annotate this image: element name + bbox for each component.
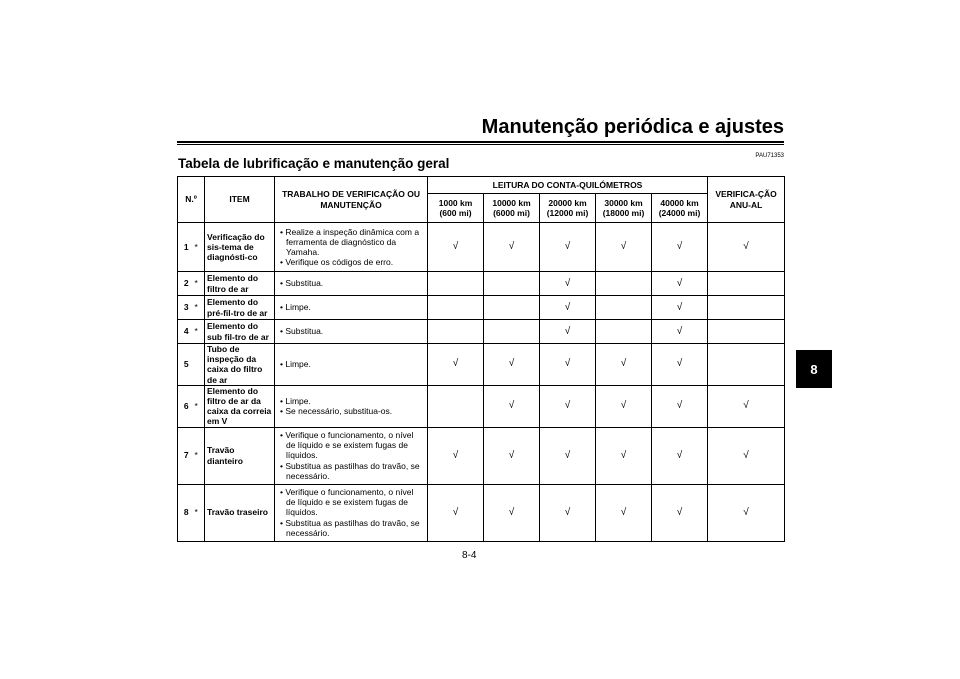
row-work [275, 484, 428, 541]
check-mark: √ [540, 320, 596, 344]
work-item: • Verifique o funcionamento, o nível de líquido e se existem fugas de líquidos. [277, 487, 425, 518]
row-number: 3 [178, 296, 195, 320]
check-mark: √ [652, 484, 708, 541]
row-item: Elemento do pré-fil-tro de ar [205, 296, 275, 320]
check-mark: √ [428, 344, 484, 386]
check-mark [708, 272, 785, 296]
check-mark: √ [540, 427, 596, 484]
check-mark: √ [652, 427, 708, 484]
table-row [178, 296, 785, 320]
check-mark: √ [540, 296, 596, 320]
header-work: TRABALHO DE VERIFICAÇÃO OU MANUTENÇÃO [275, 177, 428, 223]
check-mark [596, 320, 652, 344]
check-mark: √ [540, 272, 596, 296]
work-list [277, 302, 425, 312]
row-star: * [195, 272, 205, 296]
header-mi-value: (18000 mi) [602, 208, 645, 218]
page-number: 8-4 [462, 550, 477, 561]
check-mark [596, 296, 652, 320]
row-item: Elemento do filtro de ar [205, 272, 275, 296]
row-item: Travão dianteiro [205, 427, 275, 484]
header-rule-thin [177, 144, 784, 145]
row-work [275, 427, 428, 484]
header-km-value: 20000 km [548, 197, 587, 208]
work-item: • Limpe. [277, 396, 425, 406]
row-work [275, 272, 428, 296]
table-row [178, 484, 785, 541]
document-code: PAU71353 [755, 153, 784, 159]
check-mark [596, 272, 652, 296]
header-mi-value: (12000 mi) [546, 208, 589, 218]
work-item: • Substitua as pastilhas do travão, se necessário. [277, 518, 425, 538]
check-mark [428, 272, 484, 296]
check-mark: √ [540, 385, 596, 427]
row-work [275, 223, 428, 272]
check-mark: √ [652, 344, 708, 386]
maintenance-table [177, 176, 785, 542]
row-work [275, 320, 428, 344]
work-item: • Verifique os códigos de erro. [277, 257, 425, 267]
check-mark: √ [540, 223, 596, 272]
check-mark: √ [596, 385, 652, 427]
check-mark: √ [652, 385, 708, 427]
table-row [178, 427, 785, 484]
header-km-3 [540, 194, 596, 223]
row-work [275, 385, 428, 427]
check-mark [428, 296, 484, 320]
row-item: Tubo de inspeção da caixa do filtro de ar [205, 344, 275, 386]
check-mark: √ [652, 223, 708, 272]
header-item: ITEM [205, 177, 275, 223]
header-km-value: 40000 km [660, 197, 699, 208]
row-work [275, 344, 428, 386]
row-number: 1 [178, 223, 195, 272]
check-mark [428, 385, 484, 427]
row-star: * [195, 385, 205, 427]
check-mark: √ [652, 320, 708, 344]
check-mark: √ [540, 484, 596, 541]
row-star: * [195, 320, 205, 344]
row-star: * [195, 484, 205, 541]
table-row [178, 385, 785, 427]
check-mark: √ [708, 223, 785, 272]
check-mark: √ [428, 427, 484, 484]
check-mark [428, 320, 484, 344]
row-item: Elemento do filtro de ar da caixa da correia em V [205, 385, 275, 427]
work-list [277, 487, 425, 538]
header-mi-value: (24000 mi) [658, 208, 701, 218]
table-row [178, 320, 785, 344]
header-reading: LEITURA DO CONTA-QUILÓMETROS [428, 177, 708, 194]
table-row [178, 272, 785, 296]
check-mark [708, 296, 785, 320]
header-km-5 [652, 194, 708, 223]
check-mark: √ [484, 385, 540, 427]
check-mark: √ [708, 427, 785, 484]
work-list [277, 278, 425, 288]
header-km-2 [484, 194, 540, 223]
row-number: 8 [178, 484, 195, 541]
header-rule [177, 141, 784, 143]
check-mark: √ [596, 427, 652, 484]
work-list [277, 359, 425, 369]
header-km-4 [596, 194, 652, 223]
work-item: • Verifique o funcionamento, o nível de líquido e se existem fugas de líquidos. [277, 430, 425, 461]
header-km-value: 1000 km [438, 197, 473, 208]
row-number: 4 [178, 320, 195, 344]
row-item: Travão traseiro [205, 484, 275, 541]
work-list [277, 430, 425, 481]
row-star: * [195, 427, 205, 484]
header-km-value: 10000 km [492, 197, 531, 208]
row-number: 5 [178, 344, 195, 386]
check-mark: √ [540, 344, 596, 386]
table-row [178, 223, 785, 272]
row-number: 6 [178, 385, 195, 427]
work-list [277, 227, 425, 268]
check-mark: √ [652, 296, 708, 320]
header-annual: VERIFICA-ÇÃO ANU-AL [708, 177, 785, 223]
row-number: 7 [178, 427, 195, 484]
check-mark [484, 272, 540, 296]
check-mark: √ [484, 223, 540, 272]
header-km-1 [428, 194, 484, 223]
work-item: • Substitua as pastilhas do travão, se necessário. [277, 461, 425, 481]
page-title: Manutenção periódica e ajustes [481, 116, 784, 138]
work-item: • Limpe. [277, 302, 425, 312]
check-mark: √ [596, 223, 652, 272]
check-mark: √ [596, 344, 652, 386]
check-mark: √ [484, 344, 540, 386]
row-number: 2 [178, 272, 195, 296]
row-star: * [195, 223, 205, 272]
work-item: • Se necessário, substitua-os. [277, 406, 425, 416]
check-mark: √ [484, 427, 540, 484]
check-mark [708, 320, 785, 344]
work-list [277, 396, 425, 416]
header-mi-value: (6000 mi) [493, 208, 530, 218]
row-star: * [195, 296, 205, 320]
header-km-value: 30000 km [604, 197, 643, 208]
header-mi-value: (600 mi) [439, 208, 472, 218]
table-row [178, 344, 785, 386]
check-mark: √ [484, 484, 540, 541]
row-item: Elemento do sub fil-tro de ar [205, 320, 275, 344]
check-mark: √ [596, 484, 652, 541]
row-work [275, 296, 428, 320]
check-mark [484, 296, 540, 320]
check-mark: √ [428, 484, 484, 541]
check-mark [484, 320, 540, 344]
section-title: Tabela de lubrificação e manutenção geral [178, 156, 450, 171]
work-item: • Substitua. [277, 326, 425, 336]
check-mark: √ [428, 223, 484, 272]
header-no: N.º [178, 177, 205, 223]
row-item: Verificação do sis-tema de diagnósti-co [205, 223, 275, 272]
work-item: • Limpe. [277, 359, 425, 369]
check-mark: √ [708, 484, 785, 541]
check-mark: √ [652, 272, 708, 296]
check-mark: √ [708, 385, 785, 427]
chapter-tab[interactable]: 8 [796, 350, 832, 388]
row-star [195, 344, 205, 386]
work-list [277, 326, 425, 336]
work-item: • Substitua. [277, 278, 425, 288]
work-item: • Realize a inspeção dinâmica com a ferramenta de diagnóstico da Yamaha. [277, 227, 425, 258]
check-mark [708, 344, 785, 386]
